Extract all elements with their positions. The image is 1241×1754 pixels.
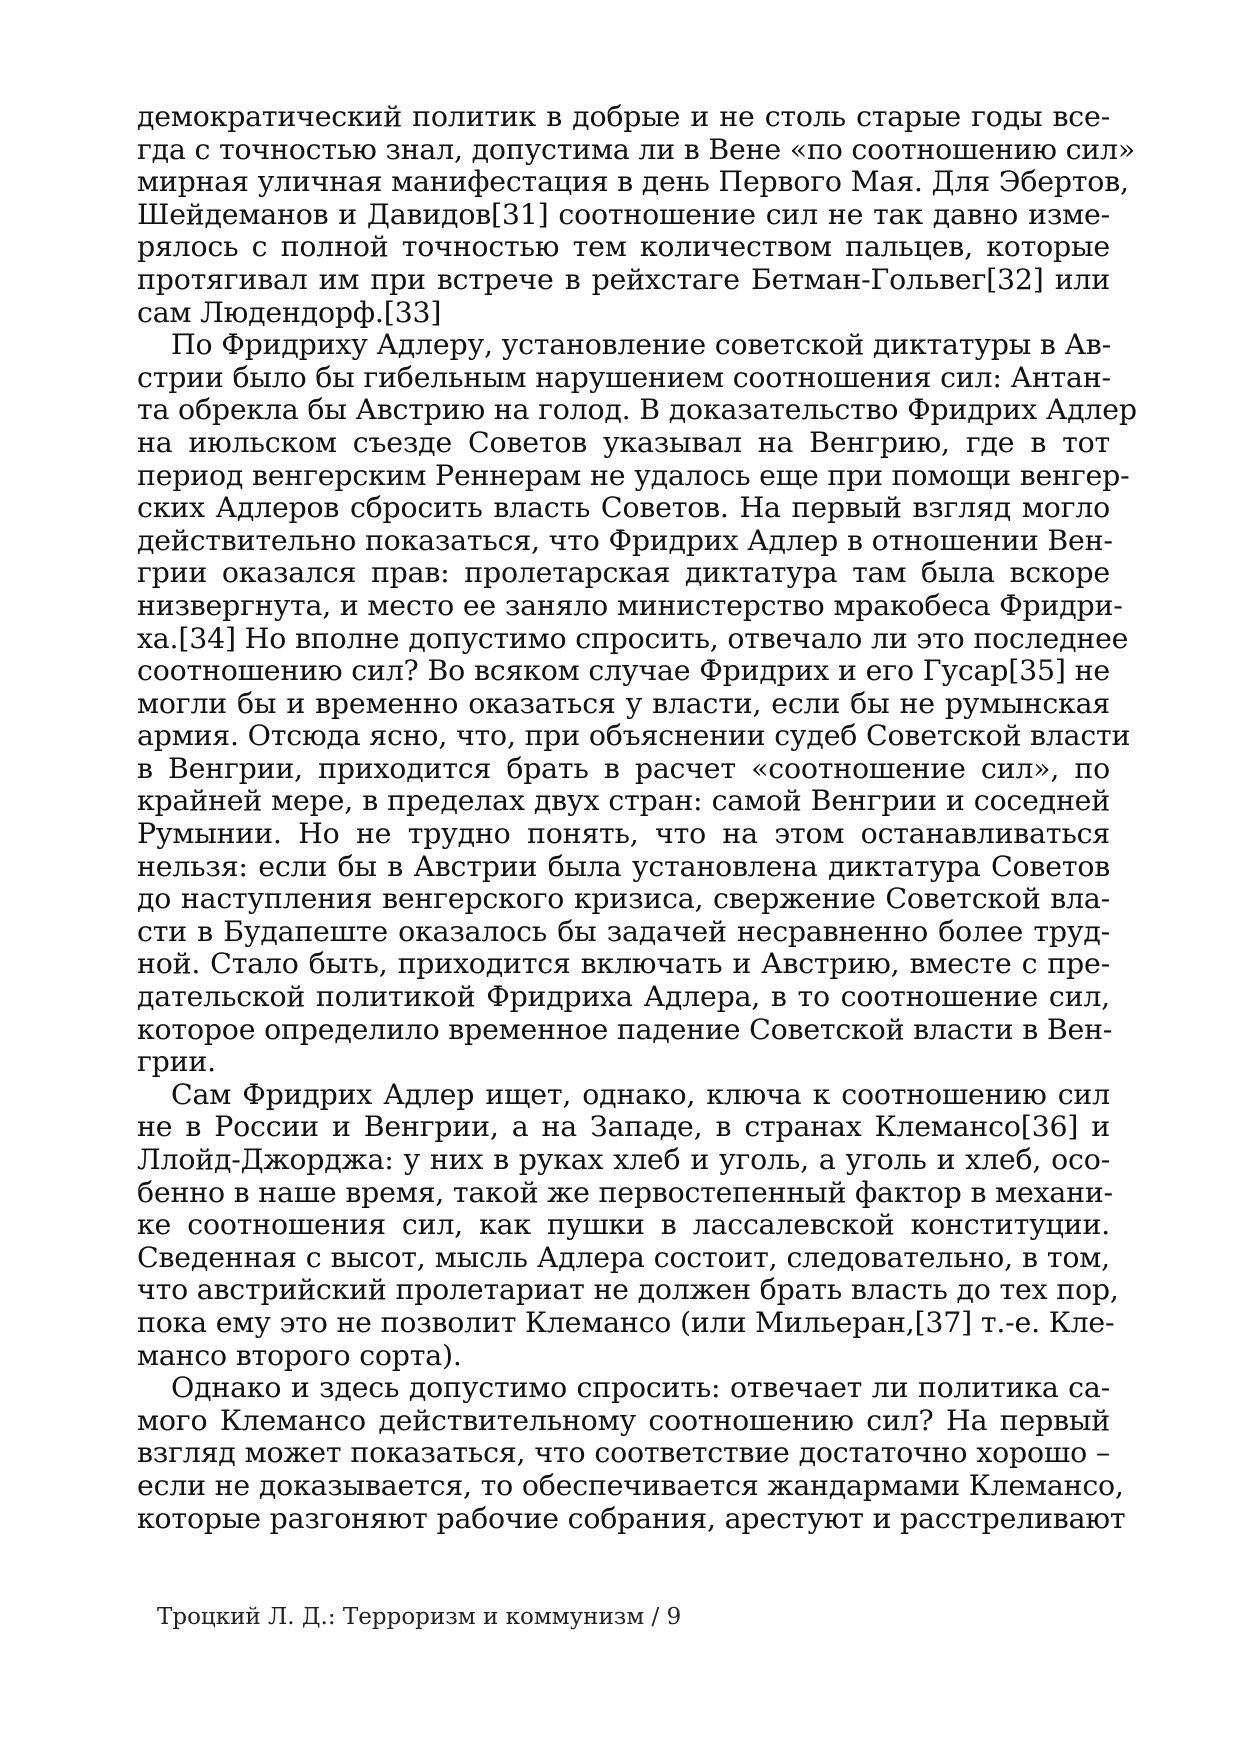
text-line: грии. <box>137 1045 216 1079</box>
page-footer: Троцкий Л. Д.: Терроризм и коммунизм / 9 <box>157 1604 682 1630</box>
text-line: По Фридриху Адлеру, установление советской диктатуры в Ав- <box>171 328 1111 362</box>
text-line: та обрекла бы Австрию на голод. В доказательство Фридрих Адлер <box>137 393 1137 427</box>
text-line: грии оказался прав: пролетарская диктатура там была вскоре <box>137 556 1110 590</box>
body-text <box>137 100 1137 1535</box>
text-line: Однако и здесь допустимо спросить: отвечает ли политика са- <box>171 1371 1110 1405</box>
text-line: демократический политик в добрые и не столь старые годы все- <box>137 100 1110 133</box>
text-line: мансо второго сорта). <box>137 1338 462 1372</box>
text-line: стрии было бы гибельным нарушением соотношения сил: Антан- <box>137 360 1111 394</box>
text-line: ских Адлеров сбросить власть Советов. На первый взгляд могло <box>137 491 1110 525</box>
text-line: ной. Стало быть, приходится включать и Австрию, вместе с пре- <box>137 947 1110 981</box>
text-line: бенно в наше время, такой же первостепенный фактор в механи- <box>137 1175 1113 1209</box>
paragraph <box>137 100 1136 329</box>
text-line: на июльском съезде Советов указывал на Венгрию, где в тот <box>137 425 1110 459</box>
text-line: рялось с полной точностью тем количеством пальцев, которые <box>137 230 1110 264</box>
paragraph <box>137 1371 1126 1535</box>
text-line: сти в Будапеште оказалось бы задачей несравненно более труд- <box>137 914 1110 948</box>
text-line: протягивал им при встрече в рейхстаге Бетман-Гольвег[32] или <box>137 262 1110 296</box>
paragraph <box>137 1077 1119 1372</box>
text-line: низвергнута, и место ее заняло министерство мракобеса Фридри- <box>137 588 1123 622</box>
text-line: сам Людендорф.[33] <box>137 295 442 329</box>
text-line: могли бы и временно оказаться у власти, если бы не румынская <box>137 686 1110 720</box>
text-line: мого Клемансо действительному соотношению сил? На первый <box>137 1403 1110 1437</box>
text-line: до наступления венгерского кризиса, свержение Советской вла- <box>137 882 1110 916</box>
text-line: нельзя: если бы в Австрии была установлена диктатура Советов <box>137 849 1110 883</box>
text-line: дательской политикой Фридриха Адлера, в то соотношение сил, <box>137 980 1110 1014</box>
text-line: Ллойд-Джорджа: у них в руках хлеб и уголь, а уголь и хлеб, осо- <box>137 1143 1110 1176</box>
text-line: мирная уличная манифестация в день Первого Мая. Для Эбертов, <box>137 165 1129 199</box>
text-line: гда с точностью знал, допустима ли в Вене «по соотношению сил» <box>137 132 1136 166</box>
text-line: период венгерским Реннерам не удалось еще при помощи венгер- <box>137 458 1130 492</box>
text-line: Сам Фридрих Адлер ищет, однако, ключа к соотношению сил <box>171 1077 1110 1111</box>
text-line: действительно показаться, что Фридрих Адлер в отношении Вен- <box>137 523 1113 557</box>
text-line: не в России и Венгрии, а на Западе, в странах Клемансо[36] и <box>137 1110 1110 1144</box>
text-line: взгляд может показаться, что соответствие достаточно хорошо – <box>137 1436 1110 1470</box>
text-line: соотношению сил? Во всяком случае Фридрих и его Гусар[35] не <box>137 654 1110 688</box>
text-line: крайней мере, в пределах двух стран: самой Венгрии и соседней <box>137 784 1110 818</box>
text-line: в Венгрии, приходится брать в расчет «соотношение сил», по <box>137 751 1110 785</box>
text-line: Шейдеманов и Давидов[31] соотношение сил не так давно изме- <box>137 197 1110 231</box>
paragraph <box>137 328 1137 1079</box>
text-line: пока ему это не позволит Клемансо (или Мильеран,[37] т.-е. Кле- <box>137 1305 1115 1339</box>
text-line: ке соотношения сил, как пушки в лассалевской конституции. <box>137 1208 1110 1242</box>
text-line: ха.[34] Но вполне допустимо спросить, отвечало ли это последнее <box>137 621 1129 655</box>
text-line: Румынии. Но не трудно понять, что на этом останавливаться <box>137 817 1110 851</box>
text-line: что австрийский пролетариат не должен брать власть до тех пор, <box>137 1273 1119 1307</box>
text-line: Сведенная с высот, мысль Адлера состоит, следовательно, в том, <box>137 1240 1110 1274</box>
text-line: армия. Отсюда ясно, что, при объяснении судеб Советской власти <box>137 719 1131 753</box>
text-line: если не доказывается, то обеспечивается жандармами Клемансо, <box>137 1468 1124 1502</box>
text-line: которое определило временное падение Советской власти в Вен- <box>137 1012 1113 1046</box>
text-line: которые разгоняют рабочие собрания, арестуют и расстреливают <box>137 1501 1126 1535</box>
